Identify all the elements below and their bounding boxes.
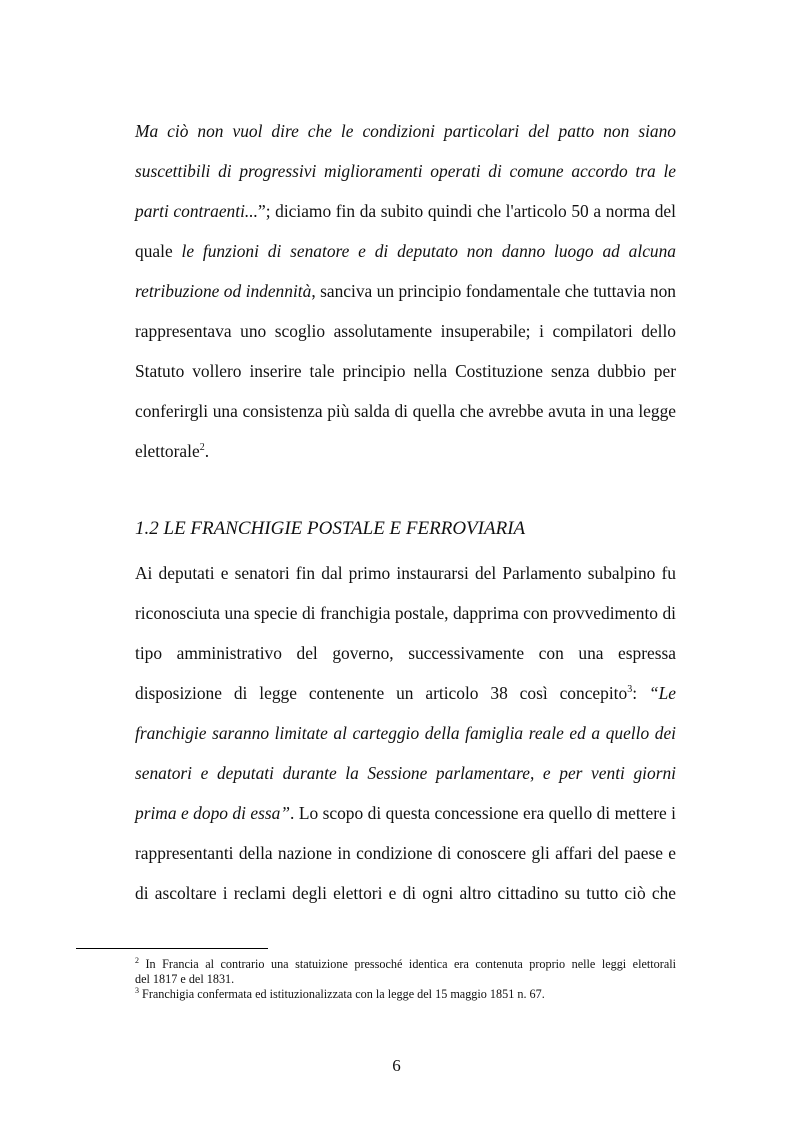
footnote-text: In Francia al contrario una statuizione pressoché identica era contenuta proprio nelle leggi elettorali [139, 957, 676, 971]
footnote-line [135, 987, 676, 1001]
footnote-text: Franchigia confermata ed istituzionalizzata con la legge del 15 maggio 1851 n. 67. [139, 987, 545, 1001]
body-line: conferirgli una consistenza più salda di quella che avrebbe avuta in una legge [135, 401, 676, 421]
body-line: rappresentanti della nazione in condizione di conoscere gli affari del paese e [135, 843, 676, 863]
body-line: senatori e deputati durante la Sessione parlamentare, e per venti giorni [135, 763, 676, 783]
footnote-line [135, 957, 676, 971]
body-line [135, 682, 676, 704]
italic-quote: prima e dopo di essa” [135, 803, 291, 823]
footnote-ref[interactable]: 3 [627, 684, 633, 695]
body-text: . [204, 441, 210, 461]
body-line [135, 240, 676, 262]
body-line: rappresentava uno scoglio assolutamente insuperabile; i compilatori dello [135, 321, 676, 341]
body-line [135, 280, 676, 302]
body-line: Statuto vollero inserire tale principio nella Costituzione senza dubbio per [135, 361, 676, 381]
body-text: quale [135, 241, 182, 261]
italic-quote: le funzioni di senatore e di deputato non danno luogo ad alcuna [181, 241, 676, 261]
page-number: 6 [392, 1056, 401, 1075]
body-line: Ai deputati e senatori fin dal primo instaurarsi del Parlamento subalpino fu [135, 563, 676, 583]
footnote-line: del 1817 e del 1831. [135, 972, 235, 986]
footnote-number: 2 [135, 956, 139, 965]
body-text: : [632, 683, 649, 703]
body-text: ”; diciamo fin da subito quindi che l'articolo 50 a norma del [257, 201, 676, 221]
footnote-ref[interactable]: 2 [199, 442, 205, 453]
body-line [135, 440, 676, 462]
body-line: riconosciuta una specie di franchigia postale, dapprima con provvedimento di [135, 603, 676, 623]
body-line: Ma ciò non vuol dire che le condizioni particolari del patto non siano [135, 121, 676, 141]
italic-quote: parti contraenti... [135, 201, 258, 221]
body-text: elettorale [135, 441, 200, 461]
section-heading: 1.2 LE FRANCHIGIE POSTALE E FERROVIARIA [135, 518, 526, 539]
body-line: franchigie saranno limitate al carteggio della famiglia reale ed a quello dei [135, 723, 676, 743]
body-line: suscettibili di progressivi miglioramenti operati di comune accordo tra le [135, 161, 676, 181]
italic-quote: retribuzione od indennità [135, 281, 312, 301]
body-text: , sanciva un principio fondamentale che tuttavia non [311, 281, 676, 301]
italic-quote: “Le [648, 683, 676, 703]
body-line [135, 802, 676, 824]
body-line: di ascoltare i reclami degli elettori e di ogni altro cittadino su tutto ciò che [135, 883, 676, 903]
footnote-separator [76, 948, 268, 949]
body-text: disposizione di legge contenente un articolo 38 così concepito [135, 683, 628, 703]
body-line: tipo amministrativo del governo, successivamente con una espressa [135, 643, 676, 663]
body-line [135, 200, 676, 222]
body-text: . Lo scopo di questa concessione era quello di mettere i [290, 803, 677, 823]
footnote-number: 3 [135, 986, 139, 995]
